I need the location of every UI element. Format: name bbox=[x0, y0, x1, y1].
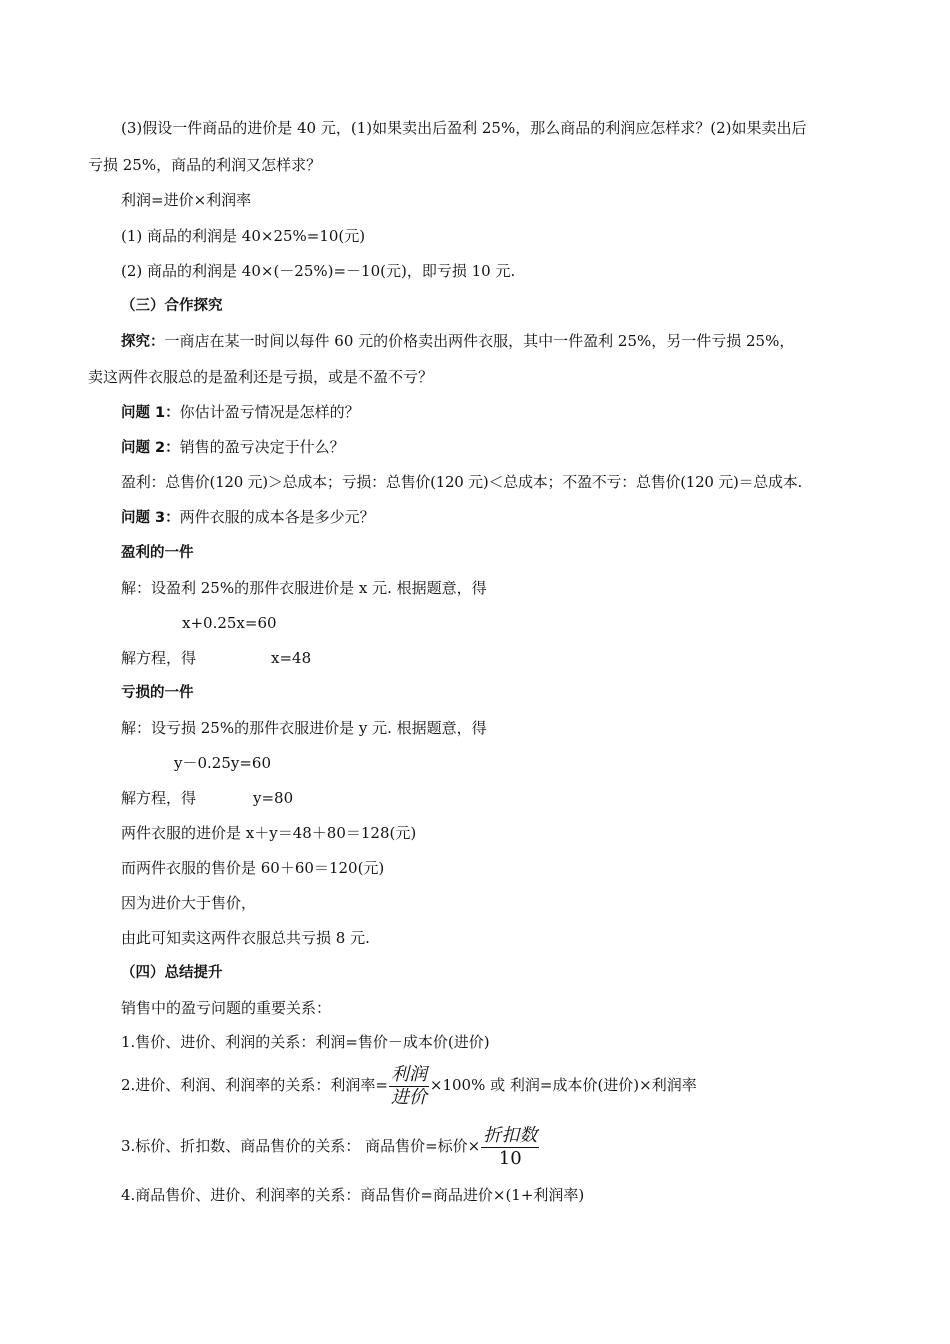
section-4-heading: （四）总结提升 bbox=[121, 965, 223, 981]
relation-2-suffix: ×100% 或 利润=成本价(进价)×利润率 bbox=[429, 1076, 697, 1094]
profit-item-heading: 盈利的一件 bbox=[121, 545, 194, 561]
section-3-heading: （三）合作探究 bbox=[121, 298, 223, 314]
question-1 bbox=[121, 402, 360, 423]
explore-text1: 一商店在某一时间以每件 60 元的价格卖出两件衣服，其中一件盈利 25%，另一件亏损 25%， bbox=[164, 332, 795, 350]
conclusion-line: 由此可知卖这两件衣服总共亏损 8 元. bbox=[121, 929, 370, 947]
fraction-numerator: 利润 bbox=[390, 1063, 427, 1085]
answer-2: (2) 商品的利润是 40×(－25%)=－10(元)，即亏损 10 元. bbox=[121, 262, 516, 280]
question-1-text: 你估计盈亏情况是怎样的？ bbox=[179, 403, 360, 421]
solve-y-setup: 解：设亏损 25%的那件衣服进价是 y 元. 根据题意，得 bbox=[121, 719, 487, 737]
relation-4: 4.商品售价、进价、利润率的关系：商品售价=商品进价×(1+利润率) bbox=[121, 1186, 585, 1204]
relation-2-prefix: 2.进价、利润、利润率的关系：利润率= bbox=[121, 1076, 388, 1094]
equation-y: y－0.25y=60 bbox=[174, 754, 272, 772]
fraction-denominator: 10 bbox=[498, 1147, 522, 1169]
total-price: 而两件衣服的售价是 60＋60＝120(元) bbox=[121, 859, 385, 877]
question-3-text: 两件衣服的成本各是多少元？ bbox=[179, 508, 375, 526]
explore-line1 bbox=[121, 331, 794, 352]
fraction-numerator: 折扣数 bbox=[483, 1124, 538, 1146]
explore-line2: 卖这两件衣服总的是盈利还是亏损，或是不盈不亏？ bbox=[88, 368, 434, 386]
relation-1: 1.售价、进价、利润的关系：利润=售价－成本价(进价) bbox=[121, 1033, 490, 1051]
explore-label: 探究： bbox=[121, 334, 165, 350]
summary-intro: 销售中的盈亏问题的重要关系： bbox=[121, 999, 332, 1017]
equation-x: x+0.25x=60 bbox=[182, 614, 277, 632]
question-2-answer: 盈利：总售价(120 元)＞总成本；亏损：总售价(120 元)＜总成本；不盈不亏：总售价(120 元)＝总成本. bbox=[121, 473, 803, 491]
fraction-denominator: 进价 bbox=[390, 1086, 427, 1108]
solve-x-setup: 解：设盈利 25%的那件衣服进价是 x 元. 根据题意，得 bbox=[121, 579, 487, 597]
question-2-text: 销售的盈亏决定于什么？ bbox=[179, 438, 345, 456]
discount-fraction bbox=[481, 1125, 539, 1170]
relation-3 bbox=[121, 1123, 540, 1169]
question-2 bbox=[121, 437, 345, 458]
solve-x-label: 解方程，得 bbox=[121, 649, 197, 667]
relation-2 bbox=[121, 1062, 697, 1108]
profit-formula: 利润=进价×利润率 bbox=[121, 191, 252, 209]
because-line: 因为进价大于售价， bbox=[121, 894, 257, 912]
problem3-line2: 亏损 25%，商品的利润又怎样求？ bbox=[88, 156, 322, 174]
solution-x: x=48 bbox=[271, 649, 312, 667]
loss-item-heading: 亏损的一件 bbox=[121, 685, 194, 701]
relation-3-prefix: 3.标价、折扣数、商品售价的关系： 商品售价=标价× bbox=[121, 1137, 481, 1155]
answer-1: (1) 商品的利润是 40×25%=10(元) bbox=[121, 227, 366, 245]
profit-rate-fraction bbox=[389, 1064, 429, 1109]
total-cost: 两件衣服的进价是 x＋y＝48＋80＝128(元) bbox=[121, 824, 417, 842]
problem3-line1: (3)假设一件商品的进价是 40 元，(1)如果卖出后盈利 25%，那么商品的利润应怎样求？(2)如果卖出后 bbox=[121, 119, 807, 137]
solve-y-label: 解方程，得 bbox=[121, 789, 197, 807]
question-2-label: 问题 2： bbox=[121, 440, 180, 456]
question-3-label: 问题 3： bbox=[121, 510, 180, 526]
question-3 bbox=[121, 507, 375, 528]
solution-y: y=80 bbox=[253, 789, 294, 807]
question-1-label: 问题 1： bbox=[121, 405, 180, 421]
